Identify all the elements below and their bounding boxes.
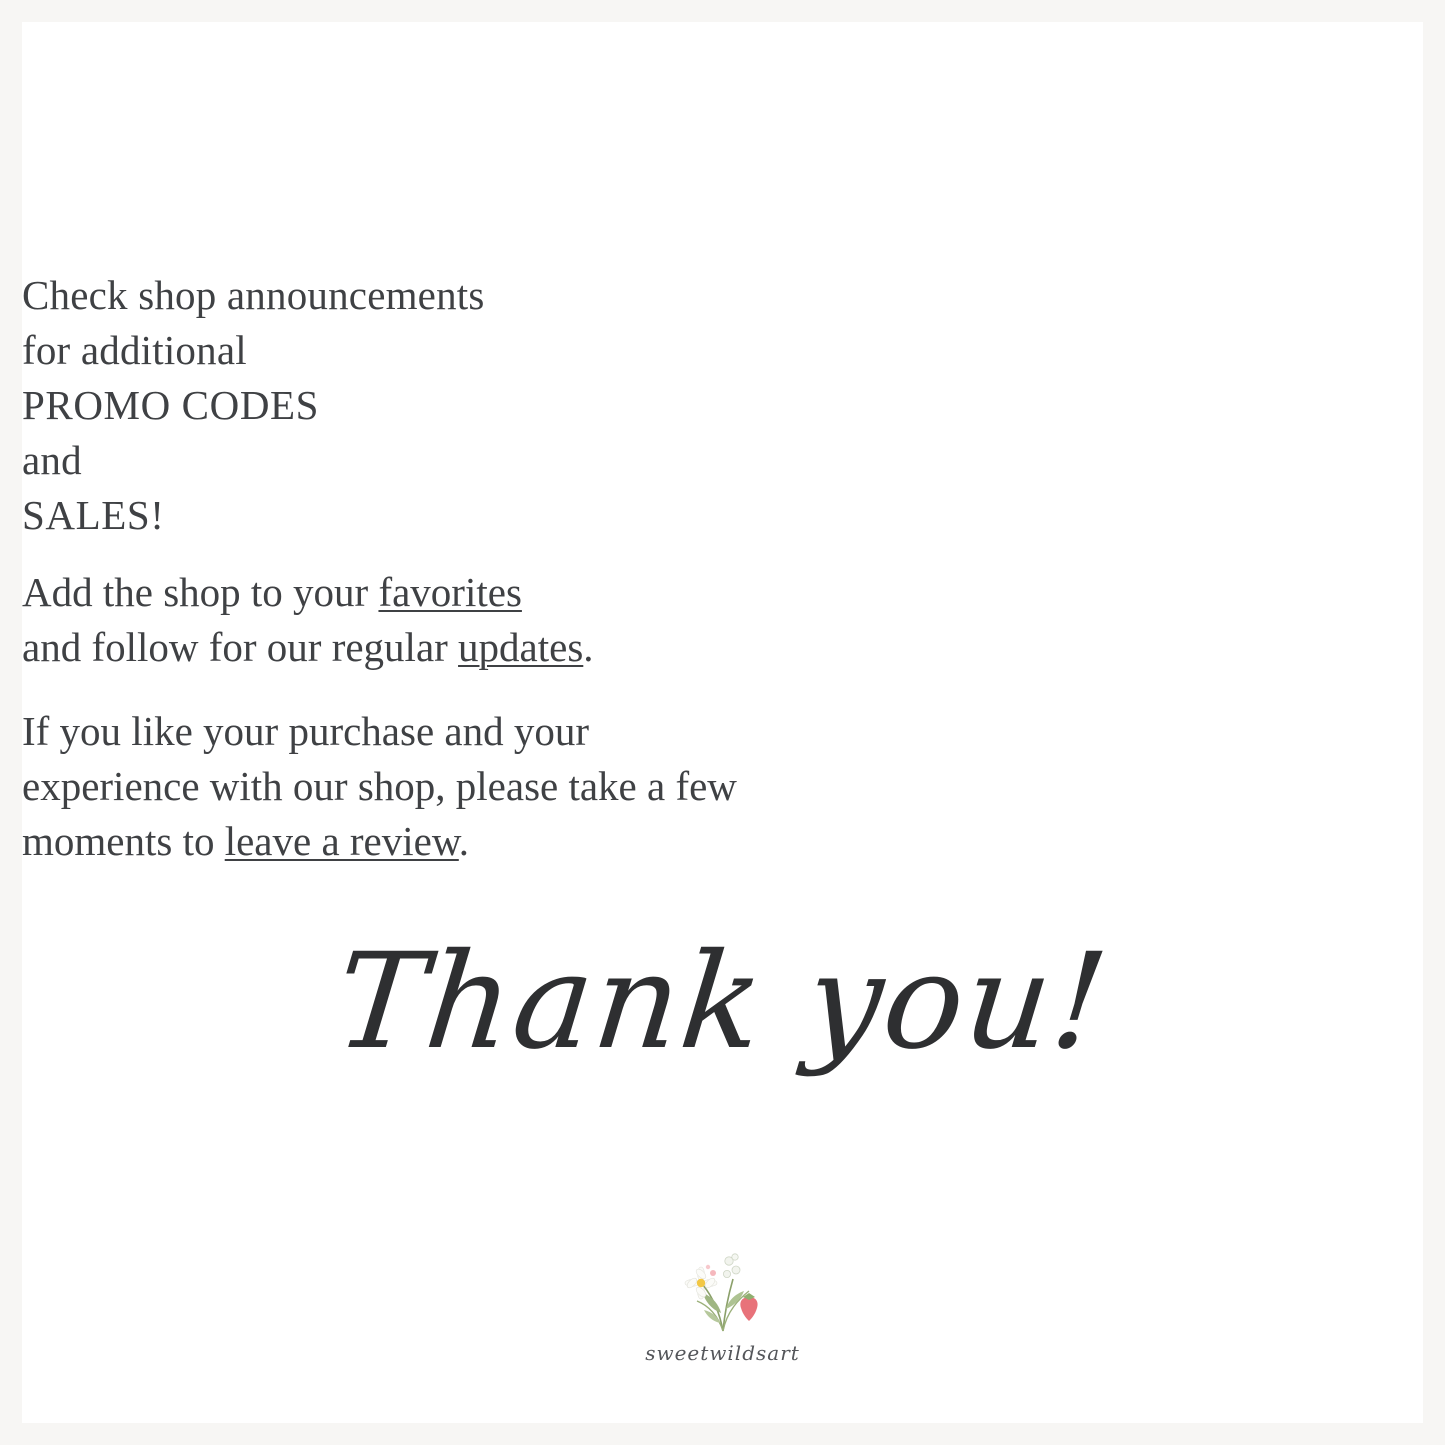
- review-line-1: If you like your purchase and your: [22, 708, 589, 754]
- leave-a-review-link[interactable]: leave a review: [224, 818, 459, 864]
- shop-footer: [22, 1239, 1423, 1365]
- follow-line-2: [22, 620, 1423, 675]
- favorites-link[interactable]: favorites: [378, 569, 522, 615]
- shop-name: sweetwildsart: [645, 1341, 800, 1365]
- review-line-2: experience with our shop, please take a few: [22, 763, 737, 809]
- follow-line-1-text: Add the shop to your: [22, 569, 379, 615]
- updates-link[interactable]: updates: [458, 624, 584, 670]
- review-line-3: [22, 814, 1423, 869]
- announcement-line-1: Check shop announcements: [22, 272, 485, 318]
- follow-line-1: [22, 565, 1423, 620]
- follow-line-2-text: and follow for our regular: [22, 624, 459, 670]
- review-line-3-text: moments to: [22, 818, 225, 864]
- review-line-3-suffix: .: [458, 818, 470, 864]
- wildflower-bouquet-icon: [663, 1239, 783, 1335]
- follow-block: [22, 565, 1423, 675]
- announcement-line-2: for additional: [22, 327, 247, 373]
- announcement-line-5: SALES!: [22, 492, 165, 538]
- announcement-line-4: and: [22, 437, 82, 483]
- review-block: [22, 704, 1423, 869]
- announcement-block: [22, 268, 1423, 543]
- follow-line-2-suffix: .: [583, 624, 594, 670]
- thank-you-message: Thank you!: [328, 925, 1116, 1079]
- announcement-line-3: PROMO CODES: [22, 382, 320, 428]
- thank-you-card: [22, 22, 1423, 1423]
